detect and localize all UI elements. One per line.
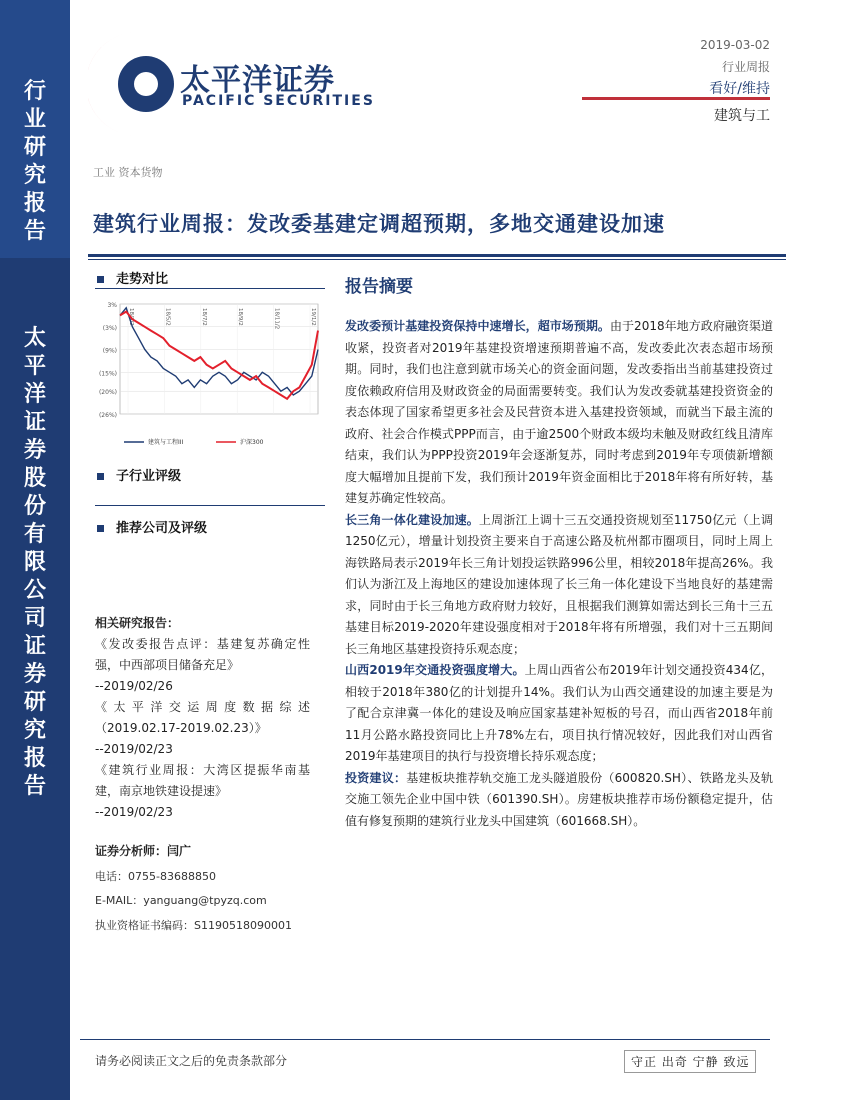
sidebar-glyph: 告 bbox=[23, 219, 46, 244]
sidebar-glyph: 告 bbox=[23, 774, 46, 799]
sidebar-glyph: 公 bbox=[23, 578, 46, 603]
summary-lead: 投资建议： bbox=[345, 770, 407, 785]
sidebar-glyph: 究 bbox=[23, 163, 46, 188]
chart-legend-label: 沪深300 bbox=[240, 439, 264, 446]
sector-name: 建筑与工 bbox=[714, 108, 770, 124]
chart-x-tick-label: 18/7/2 bbox=[200, 308, 207, 326]
sidebar-glyph: 券 bbox=[23, 438, 46, 463]
chart-y-tick-label: (15%) bbox=[98, 370, 117, 378]
chart-y-tick-label: (9%) bbox=[102, 347, 117, 355]
chart-legend-label: 建筑与工程III bbox=[148, 439, 184, 446]
sidebar-glyph: 报 bbox=[23, 191, 46, 216]
header-divider bbox=[582, 97, 770, 100]
industry-tags: 工业 资本货物 bbox=[93, 166, 163, 179]
summary-lead: 长三角一体化建设加速。 bbox=[345, 512, 479, 527]
section-sub-rating bbox=[97, 465, 181, 484]
summary-text: 由于2018年地方政府融资渠道收紧，投资者对2019年基建投资增速预期普遍不高，发改委此次表态超市场预期。同时，我们也注意到就市场关心的资金面问题，发改委指出当前基建投资过度依赖政府信用及财政资金的局面需要转变。我们认为发改委就基建投资资金的表态体现了国家希望更多社会及民营资本进入基建投资领域，而就当下最主流的政府、社会合作模式PPP而言，由于逾2500个财政本级均未触及财政红线且清库结束，我们认为PPP投资2019年会逐渐复苏，同时考虑到2019年专项债新增额度大幅增加且提前下发，我们预计2019年资金面相比于2018年将有所好转，基建复苏确定性较高。 bbox=[345, 319, 773, 505]
sidebar-glyph: 证 bbox=[23, 634, 46, 659]
sidebar-glyph: 太 bbox=[23, 326, 46, 351]
footer-disclaimer: 请务必阅读正文之后的免责条款部分 bbox=[95, 1054, 288, 1068]
sidebar-bottom-title bbox=[0, 325, 70, 801]
sidebar-glyph: 司 bbox=[23, 606, 46, 631]
sidebar-glyph: 研 bbox=[23, 690, 46, 715]
chart-x-tick-label: 18/9/2 bbox=[237, 308, 244, 326]
summary-text: 基建板块推荐轨交施工龙头隧道股份（600820.SH）、铁路龙头及轨交施工领先企业中国中铁（601390.SH）。房建板块推荐市场份额稳定提升，估值有修复预期的建筑行业龙头中国建筑（601668.SH）。 bbox=[345, 770, 773, 828]
sidebar-glyph: 行 bbox=[23, 79, 46, 104]
summary-body bbox=[345, 316, 773, 832]
related-reports-list bbox=[95, 634, 310, 823]
sidebar-glyph: 研 bbox=[23, 135, 46, 160]
section-rule bbox=[95, 288, 325, 289]
sidebar bbox=[0, 0, 70, 1100]
title-rule bbox=[88, 254, 786, 257]
sidebar-glyph: 券 bbox=[23, 662, 46, 687]
chart-y-tick-label: (3%) bbox=[102, 324, 117, 332]
bullet-square-icon bbox=[97, 525, 104, 532]
summary-text: 上周浙江上调十三五交通投资规划至11750亿元（上调1250亿元），增量计划投资主要来自于高速公路及杭州都市圈项目，同时上周上海铁路局表示2019年长三角计划投运铁路996公里，相较2018年提高26%。我们认为浙江及上海地区的建设加速体现了长三角一体化建设下当地良好的基建需求，同时由于长三角地方政府财力较好，且根据我们测算如需达到长三角十三五基建目标2019-2020年建设强度相对于2018年将有所增强，我们对十三五期间长三角地区基建投资持乐观态度； bbox=[345, 512, 773, 656]
summary-paragraph bbox=[345, 316, 773, 510]
summary-paragraph bbox=[345, 768, 773, 833]
footer-motto: 守正 出奇 宁静 致远 bbox=[624, 1050, 756, 1073]
related-report-date: --2019/02/23 bbox=[95, 742, 173, 756]
sidebar-glyph: 有 bbox=[23, 522, 46, 547]
chart-y-tick-label: 3% bbox=[107, 302, 117, 309]
rating: 看好/维持 bbox=[709, 81, 770, 97]
title-rule-thin bbox=[88, 259, 786, 260]
company-name-en: PACIFIC SECURITIES bbox=[182, 93, 375, 109]
bullet-square-icon bbox=[97, 473, 104, 480]
section-trend-label: 走势对比 bbox=[116, 272, 169, 287]
chart-x-tick-label: 18/11/2 bbox=[273, 308, 280, 330]
summary-heading: 报告摘要 bbox=[345, 277, 413, 297]
summary-lead: 山西2019年交通投资强度增大。 bbox=[345, 663, 525, 677]
chart-y-tick-label: (26%) bbox=[98, 412, 117, 419]
sidebar-top-title bbox=[0, 78, 70, 246]
sidebar-glyph: 限 bbox=[23, 550, 46, 575]
sidebar-glyph: 究 bbox=[23, 718, 46, 743]
section-companies-label: 推荐公司及评级 bbox=[116, 521, 208, 536]
chart-x-tick-label: 18/5/2 bbox=[164, 308, 171, 326]
related-report-title[interactable]: 《发改委报告点评：基建复苏确定性强，中西部项目储备充足》 bbox=[95, 637, 310, 672]
analyst-phone: 电话：0755-83688850 bbox=[95, 870, 216, 883]
report-type: 行业周报 bbox=[721, 60, 770, 74]
summary-text: 上周山西省公布2019年计划交通投资434亿，相较于2018年380亿的计划提升14%。我们认为山西交通建设的加速主要是为了配合京津冀一体化的建设及响应国家基建补短板的号召，而山西省2018年前11月公路水路投资同比上升78%左右，项目执行情况较好，因此我们对山西省2019年基建项目的执行与投资增长持乐观态度； bbox=[345, 663, 773, 763]
chart-series-line bbox=[120, 308, 318, 395]
sidebar-glyph: 股 bbox=[23, 466, 46, 491]
sidebar-glyph: 洋 bbox=[23, 382, 46, 407]
chart-x-tick-label: 18/3/2 bbox=[128, 308, 134, 326]
chart-x-tick-label: 19/1/2 bbox=[310, 308, 316, 326]
sidebar-glyph: 业 bbox=[23, 107, 46, 132]
sidebar-glyph: 份 bbox=[23, 494, 46, 519]
section-trend bbox=[97, 268, 168, 287]
related-reports-heading: 相关研究报告： bbox=[95, 616, 180, 630]
related-report-date: --2019/02/26 bbox=[95, 679, 173, 693]
analyst-email[interactable]: E-MAIL：yanguang@tpyzq.com bbox=[95, 894, 267, 907]
related-report-title[interactable]: 《建筑行业周报：大湾区提振华南基建，南京地铁建设提速》 bbox=[95, 763, 310, 798]
section-sub-rating-label: 子行业评级 bbox=[116, 469, 182, 484]
analyst-cert: 执业资格证书编码：S1190518090001 bbox=[95, 919, 292, 932]
sidebar-glyph: 报 bbox=[23, 746, 46, 771]
related-report-title[interactable]: 《太平洋交运周度数据综述（2019.02.17-2019.02.23）》 bbox=[95, 700, 310, 735]
chart-y-tick-label: (20%) bbox=[98, 389, 117, 397]
summary-lead: 发改委预计基建投资保持中速增长，超市场预期。 bbox=[345, 319, 610, 333]
sidebar-glyph: 平 bbox=[23, 354, 46, 379]
section-companies bbox=[97, 517, 207, 536]
logo-inner-circle bbox=[134, 72, 158, 96]
bullet-square-icon bbox=[97, 276, 104, 283]
section-rule bbox=[95, 505, 325, 506]
sidebar-glyph: 证 bbox=[23, 410, 46, 435]
summary-paragraph bbox=[345, 510, 773, 661]
page-title: 建筑行业周报：发改委基建定调超预期，多地交通建设加速 bbox=[93, 211, 665, 236]
company-name-cn: 太平洋证券 bbox=[180, 63, 335, 98]
trend-chart bbox=[92, 296, 328, 456]
analyst-name: 证券分析师：闫广 bbox=[95, 844, 192, 858]
report-date: 2019-03-02 bbox=[700, 38, 770, 52]
footer-rule bbox=[80, 1039, 770, 1040]
summary-paragraph bbox=[345, 660, 773, 768]
related-report-date: --2019/02/23 bbox=[95, 805, 173, 819]
